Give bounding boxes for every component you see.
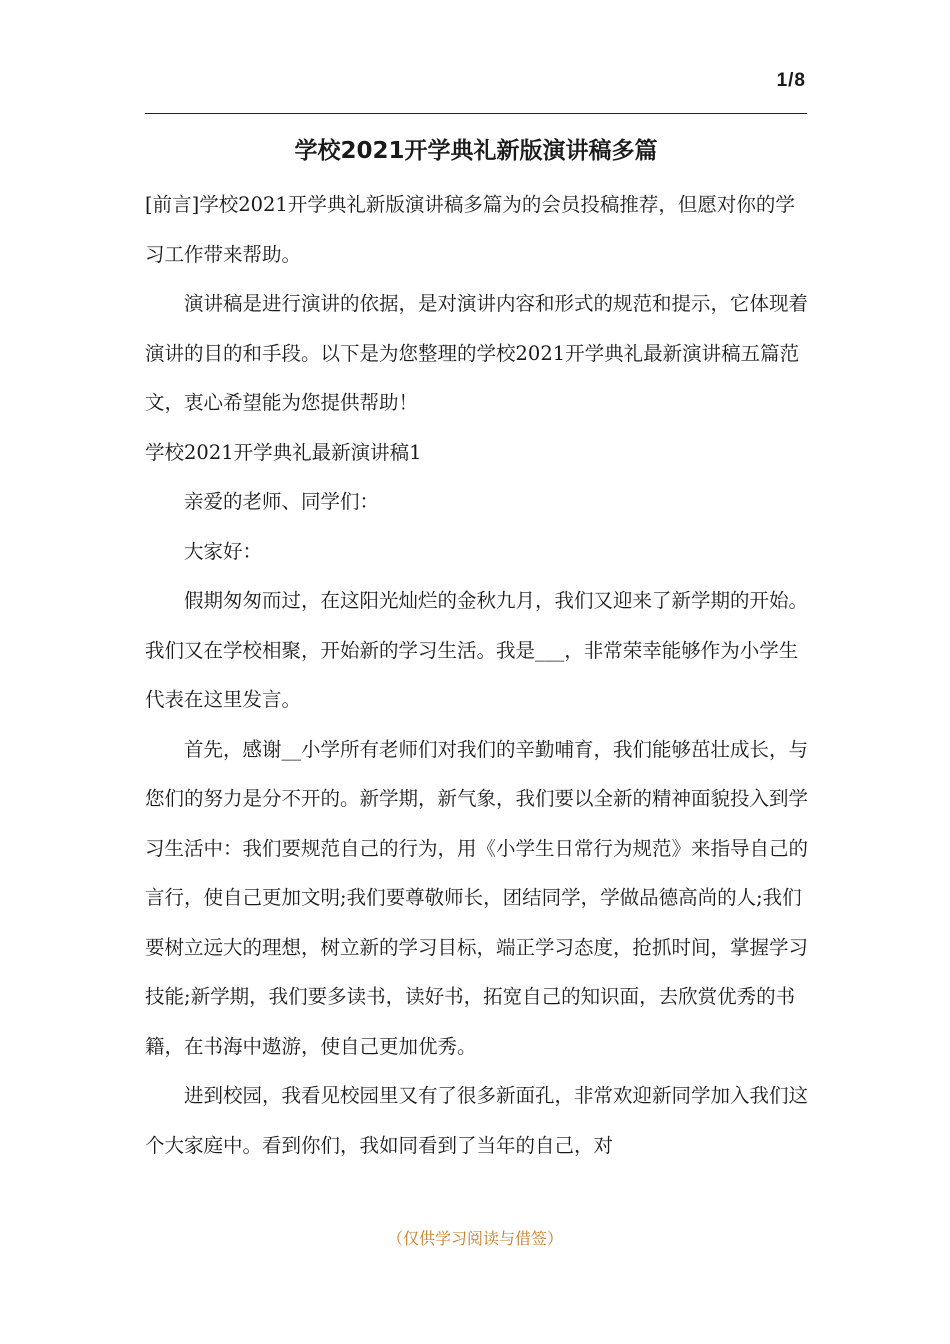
paragraph-body-2: 首先，感谢__小学所有老师们对我们的辛勤哺育，我们能够茁壮成长，与您们的努力是分不开的。新学期，新气象，我们要以全新的精神面貌投入到学习生活中：我们要规范自己的行为，用《小学生日常行为规范》来指导自己的言行，使自己更加文明;我们要尊敬师长，团结同学，学做品德高尚的人;我们要树立远大的理想，树立新的学习目标，端正学习态度，抢抓时间，掌握学习技能;新学期，我们要多读书，读好书，拓宽自己的知识面，去欣赏优秀的书籍，在书海中遨游，使自己更加优秀。 bbox=[145, 737, 809, 1058]
paragraph-body-3: 进到校园，我看见校园里又有了很多新面孔，非常欢迎新同学加入我们这个大家庭中。看到你们，我如同看到了当年的自己，对 bbox=[145, 1084, 809, 1157]
header-divider bbox=[145, 113, 807, 114]
paragraph-intro: 演讲稿是进行演讲的依据，是对演讲内容和形式的规范和提示，它体现着演讲的目的和手段。以下是为您整理的学校2021开学典礼最新演讲稿五篇范文，衷心希望能为您提供帮助！ bbox=[145, 292, 809, 414]
section-heading: 学校2021开学典礼最新演讲稿1 bbox=[145, 440, 422, 464]
paragraph-greeting: 大家好： bbox=[184, 539, 263, 563]
page-number: 1/8 bbox=[776, 70, 806, 91]
paragraph-salutation: 亲爱的老师、同学们： bbox=[184, 490, 380, 513]
paragraph-body-1: 假期匆匆而过，在这阳光灿烂的金秋九月，我们又迎来了新学期的开始。我们又在学校相聚，开始新的学习生活。我是___，非常荣幸能够作为小学生代表在这里发言。 bbox=[145, 589, 809, 711]
document-body bbox=[145, 180, 813, 1170]
footer-note: （仅供学习阅读与借签） bbox=[386, 1229, 563, 1248]
document-title: 学校2021开学典礼新版演讲稿多篇 bbox=[294, 138, 658, 164]
paragraph-preface: [前言]学校2021开学典礼新版演讲稿多篇为的会员投稿推荐，但愿对你的学习工作带来帮助。 bbox=[145, 193, 795, 266]
